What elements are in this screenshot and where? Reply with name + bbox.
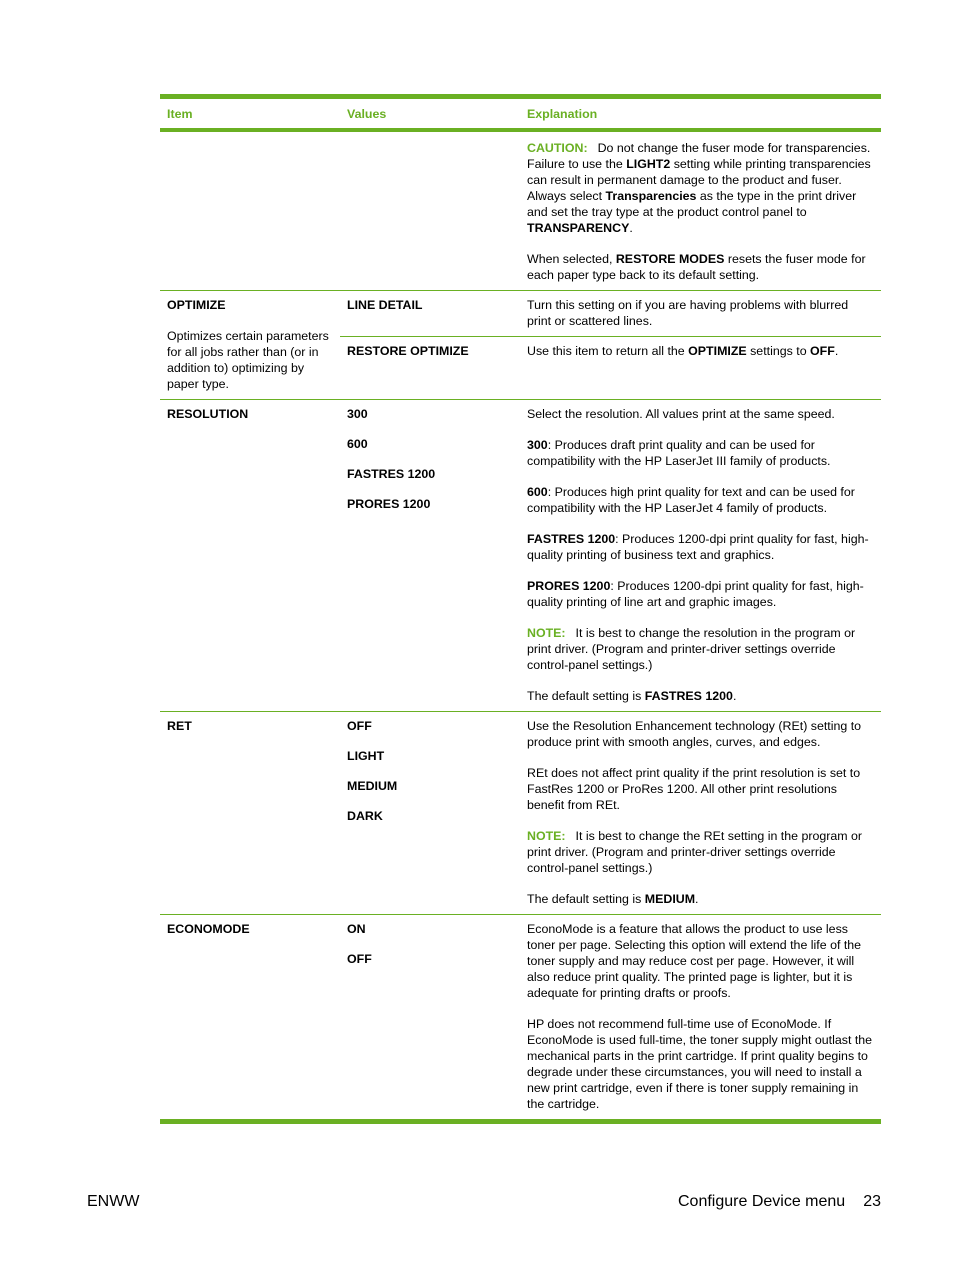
cell-item bbox=[160, 915, 340, 1119]
cell-item bbox=[160, 712, 340, 914]
table-header bbox=[160, 99, 881, 128]
note-label: NOTE: bbox=[527, 829, 566, 843]
explanation-text: HP does not recommend full-time use of EconoMode. If EconoMode is used full-time, the toner supply might outlast the mechanical parts in the print cartridge. If print quality begins to degrade under these circumstances, you will need to install a new print cartridge, even if there is toner supply remaining in the cartridge. bbox=[527, 1017, 873, 1111]
item-name: ECONOMODE bbox=[167, 922, 250, 936]
bold-term: FASTRES 1200 bbox=[644, 689, 733, 703]
caution-label: CAUTION: bbox=[527, 141, 588, 155]
caution-paragraph bbox=[527, 140, 875, 236]
value-label: 300 bbox=[347, 407, 368, 421]
default-setting: The default setting is FASTRES 1200. bbox=[527, 689, 737, 703]
bold-term: TRANSPARENCY bbox=[527, 221, 630, 235]
cell-values bbox=[340, 712, 520, 914]
value-label: OFF bbox=[347, 952, 372, 966]
bold-term: 600 bbox=[527, 485, 548, 499]
explanation-text: Use the Resolution Enhancement technology (REt) setting to produce print with smooth angles, curves, and edges. bbox=[527, 719, 862, 749]
table-row-ret bbox=[160, 711, 881, 914]
restore-modes-paragraph: When selected, RESTORE MODES resets the fuser mode for each paper type back to its default setting. bbox=[527, 252, 866, 282]
explanation-text: 300: Produces draft print quality and can be used for compatibility with the HP LaserJet III family of products. bbox=[527, 438, 831, 468]
cell-empty bbox=[160, 132, 340, 290]
cell-explanation bbox=[520, 400, 881, 711]
footer-left: ENWW bbox=[87, 1193, 140, 1210]
cell-value bbox=[340, 291, 520, 336]
value-label: DARK bbox=[347, 809, 383, 823]
note-paragraph bbox=[527, 625, 875, 673]
cell-values bbox=[340, 400, 520, 711]
page-number: 23 bbox=[863, 1193, 881, 1210]
default-setting: The default setting is MEDIUM. bbox=[527, 892, 699, 906]
cell-value bbox=[340, 337, 520, 366]
bold-term: FASTRES 1200 bbox=[527, 532, 616, 546]
note-paragraph bbox=[527, 828, 875, 876]
table-bottom-rule bbox=[160, 1119, 881, 1124]
note-text: It is best to change the REt setting in the program or print driver. (Program and printer-driver settings override control-panel settings.) bbox=[527, 829, 863, 875]
bold-term: PRORES 1200 bbox=[527, 579, 611, 593]
bold-term: OPTIMIZE bbox=[688, 344, 747, 358]
explanation-text: FASTRES 1200: Produces 1200-dpi print quality for fast, high-quality printing of business text and graphics. bbox=[527, 532, 869, 562]
explanation-text: PRORES 1200: Produces 1200-dpi print quality for fast, high-quality printing of line art and graphic images. bbox=[527, 579, 864, 609]
bold-term: LIGHT2 bbox=[626, 157, 671, 171]
value-label: LIGHT bbox=[347, 749, 385, 763]
item-description: Optimizes certain parameters for all jobs rather than (or in addition to) optimizing by paper type. bbox=[167, 329, 329, 391]
cell-explanation bbox=[520, 915, 881, 1119]
header-values: Values bbox=[347, 106, 387, 121]
bold-term: OFF bbox=[810, 344, 835, 358]
explanation-text: 600: Produces high print quality for text and can be used for compatibility with the HP LaserJet 4 family of products. bbox=[527, 485, 855, 515]
footer-section: Configure Device menu bbox=[678, 1193, 846, 1210]
table-row-caution bbox=[160, 132, 881, 290]
value-label: ON bbox=[347, 922, 366, 936]
note-text: It is best to change the resolution in the program or print driver. (Program and printer-driver settings override control-panel settings.) bbox=[527, 626, 856, 672]
item-name: RET bbox=[167, 719, 192, 733]
cell-explanation bbox=[520, 337, 881, 366]
header-item: Item bbox=[167, 106, 193, 121]
bold-term: 300 bbox=[527, 438, 548, 452]
bold-term: RESTORE MODES bbox=[615, 252, 725, 266]
value-label: OFF bbox=[347, 719, 372, 733]
explanation-text: Turn this setting on if you are having problems with blurred print or scattered lines. bbox=[527, 298, 849, 328]
subrow-restore-optimize bbox=[340, 336, 881, 366]
cell-explanation bbox=[520, 132, 881, 290]
value-label: FASTRES 1200 bbox=[347, 467, 436, 481]
explanation-text: Select the resolution. All values print at the same speed. bbox=[527, 407, 835, 421]
settings-table bbox=[160, 94, 881, 1124]
table-row-resolution bbox=[160, 399, 881, 711]
explanation-text: REt does not affect print quality if the print resolution is set to FastRes 1200 or ProRes 1200. All other print resolutions benefit from REt. bbox=[527, 766, 861, 812]
note-label: NOTE: bbox=[527, 626, 566, 640]
table-row-optimize bbox=[160, 290, 881, 399]
subrow-line-detail bbox=[340, 291, 881, 336]
bold-term: MEDIUM bbox=[644, 892, 696, 906]
header-explanation: Explanation bbox=[527, 106, 598, 121]
explanation-text: EconoMode is a feature that allows the product to use less toner per page. Selecting this option will extend the life of the toner supply and may reduce cost per page. However, it will also reduce print quality. The printed page is lighter, but it is adequate for printing drafts or proofs. bbox=[527, 922, 862, 1000]
value-label: 600 bbox=[347, 437, 368, 451]
item-name: OPTIMIZE bbox=[167, 298, 226, 312]
cell-explanation bbox=[520, 712, 881, 914]
explanation-text: Use this item to return all the OPTIMIZE settings to OFF. bbox=[527, 344, 839, 358]
footer-right bbox=[678, 1192, 881, 1212]
value-label: MEDIUM bbox=[347, 779, 398, 793]
item-name: RESOLUTION bbox=[167, 407, 249, 421]
cell-item bbox=[160, 291, 340, 399]
table-row-economode bbox=[160, 914, 881, 1119]
cell-values bbox=[340, 915, 520, 1119]
optimize-subrows bbox=[340, 291, 881, 399]
cell-empty bbox=[340, 132, 520, 290]
bold-term: Transparencies bbox=[605, 189, 697, 203]
cell-explanation bbox=[520, 291, 881, 336]
caution-text: Do not change the fuser mode for transparencies. Failure to use the LIGHT2 setting while printing transparencies can result in permanent damage to the product and fuser. Always select Transparencies as the type in the print driver and set the tray type at the product control panel to TRANSPARENCY. bbox=[527, 141, 871, 235]
cell-item bbox=[160, 400, 340, 711]
value-label: PRORES 1200 bbox=[347, 497, 431, 511]
value-label: RESTORE OPTIMIZE bbox=[347, 344, 469, 358]
value-label: LINE DETAIL bbox=[347, 298, 423, 312]
